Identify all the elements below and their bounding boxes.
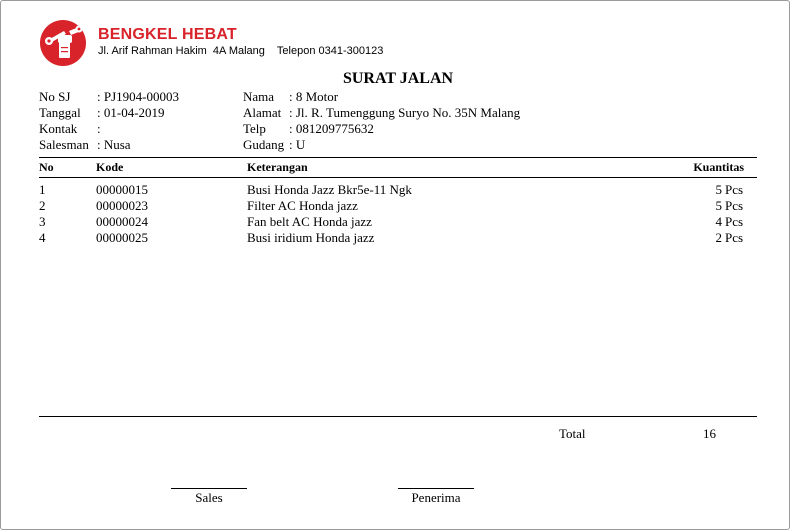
row-keterangan: Fan belt AC Honda jazz (247, 214, 372, 229)
company-address: Jl. Arif Rahman Hakim 4A Malang Telepon 0341-300123 (98, 45, 384, 57)
row-no: 3 (39, 214, 46, 229)
document-title: SURAT JALAN (342, 70, 454, 87)
company-name: BENGKEL HEBAT (98, 26, 237, 43)
info-value: : 8 Motor (289, 89, 339, 104)
header-kode: Kode (96, 160, 124, 174)
total-label: Total (559, 426, 586, 441)
row-unit: Pcs (725, 182, 744, 197)
row-keterangan: Filter AC Honda jazz (247, 198, 358, 213)
info-label: No SJ (39, 89, 71, 104)
table-body (1, 182, 790, 246)
row-kode: 00000025 (96, 230, 148, 245)
info-value: : PJ1904-00003 (97, 89, 179, 104)
row-qty: 5 (715, 182, 722, 197)
info-value: : Jl. R. Tumenggung Suryo No. 35N Malang (289, 105, 521, 120)
row-unit: Pcs (725, 230, 744, 245)
row-qty: 2 (715, 230, 722, 245)
row-keterangan: Busi iridium Honda jazz (247, 230, 375, 245)
info-row-kontak (39, 121, 179, 137)
info-label: Tanggal (39, 105, 81, 120)
header-keterangan: Keterangan (247, 160, 308, 174)
row-keterangan: Busi Honda Jazz Bkr5e-11 Ngk (247, 182, 412, 197)
info-value: : (97, 121, 101, 136)
signature-sales: Sales (171, 488, 247, 506)
info-row-gudang (243, 137, 520, 153)
table-bottom-divider (39, 416, 757, 417)
signature-penerima: Penerima (398, 488, 474, 506)
info-value: : 081209775632 (289, 121, 374, 136)
row-kode: 00000015 (96, 182, 148, 197)
row-qty: 5 (715, 198, 722, 213)
row-no: 1 (39, 182, 46, 197)
row-qty: 4 (715, 214, 722, 229)
table-row (1, 230, 790, 246)
info-value: : U (289, 137, 306, 152)
info-label: Telp (243, 121, 266, 136)
info-label: Alamat (243, 105, 282, 120)
row-no: 4 (39, 230, 46, 245)
info-label: Kontak (39, 121, 78, 136)
table-row (1, 214, 790, 230)
header-kuantitas: Kuantitas (693, 160, 744, 174)
info-value: : 01-04-2019 (97, 105, 165, 120)
header-no: No (39, 160, 54, 174)
info-label: Salesman (39, 137, 89, 152)
info-left-block (39, 89, 179, 153)
row-unit: Pcs (725, 214, 744, 229)
table-top-divider (39, 157, 757, 158)
info-row-alamat (243, 105, 520, 121)
total-value: 16 (703, 426, 716, 441)
info-row-tanggal (39, 105, 179, 121)
info-label: Gudang (243, 137, 285, 152)
row-kode: 00000024 (96, 214, 148, 229)
info-right-block (243, 89, 520, 153)
info-value: : Nusa (97, 137, 131, 152)
table-header-divider (39, 177, 757, 178)
table-row (1, 198, 790, 214)
info-row-no-sj (39, 89, 179, 105)
row-no: 2 (39, 198, 46, 213)
table-row (1, 182, 790, 198)
row-unit: Pcs (725, 198, 744, 213)
row-kode: 00000023 (96, 198, 148, 213)
info-label: Nama (243, 89, 275, 104)
wrench-fist-icon (39, 19, 87, 67)
info-row-nama (243, 89, 520, 105)
info-row-telp (243, 121, 520, 137)
info-row-salesman (39, 137, 179, 153)
